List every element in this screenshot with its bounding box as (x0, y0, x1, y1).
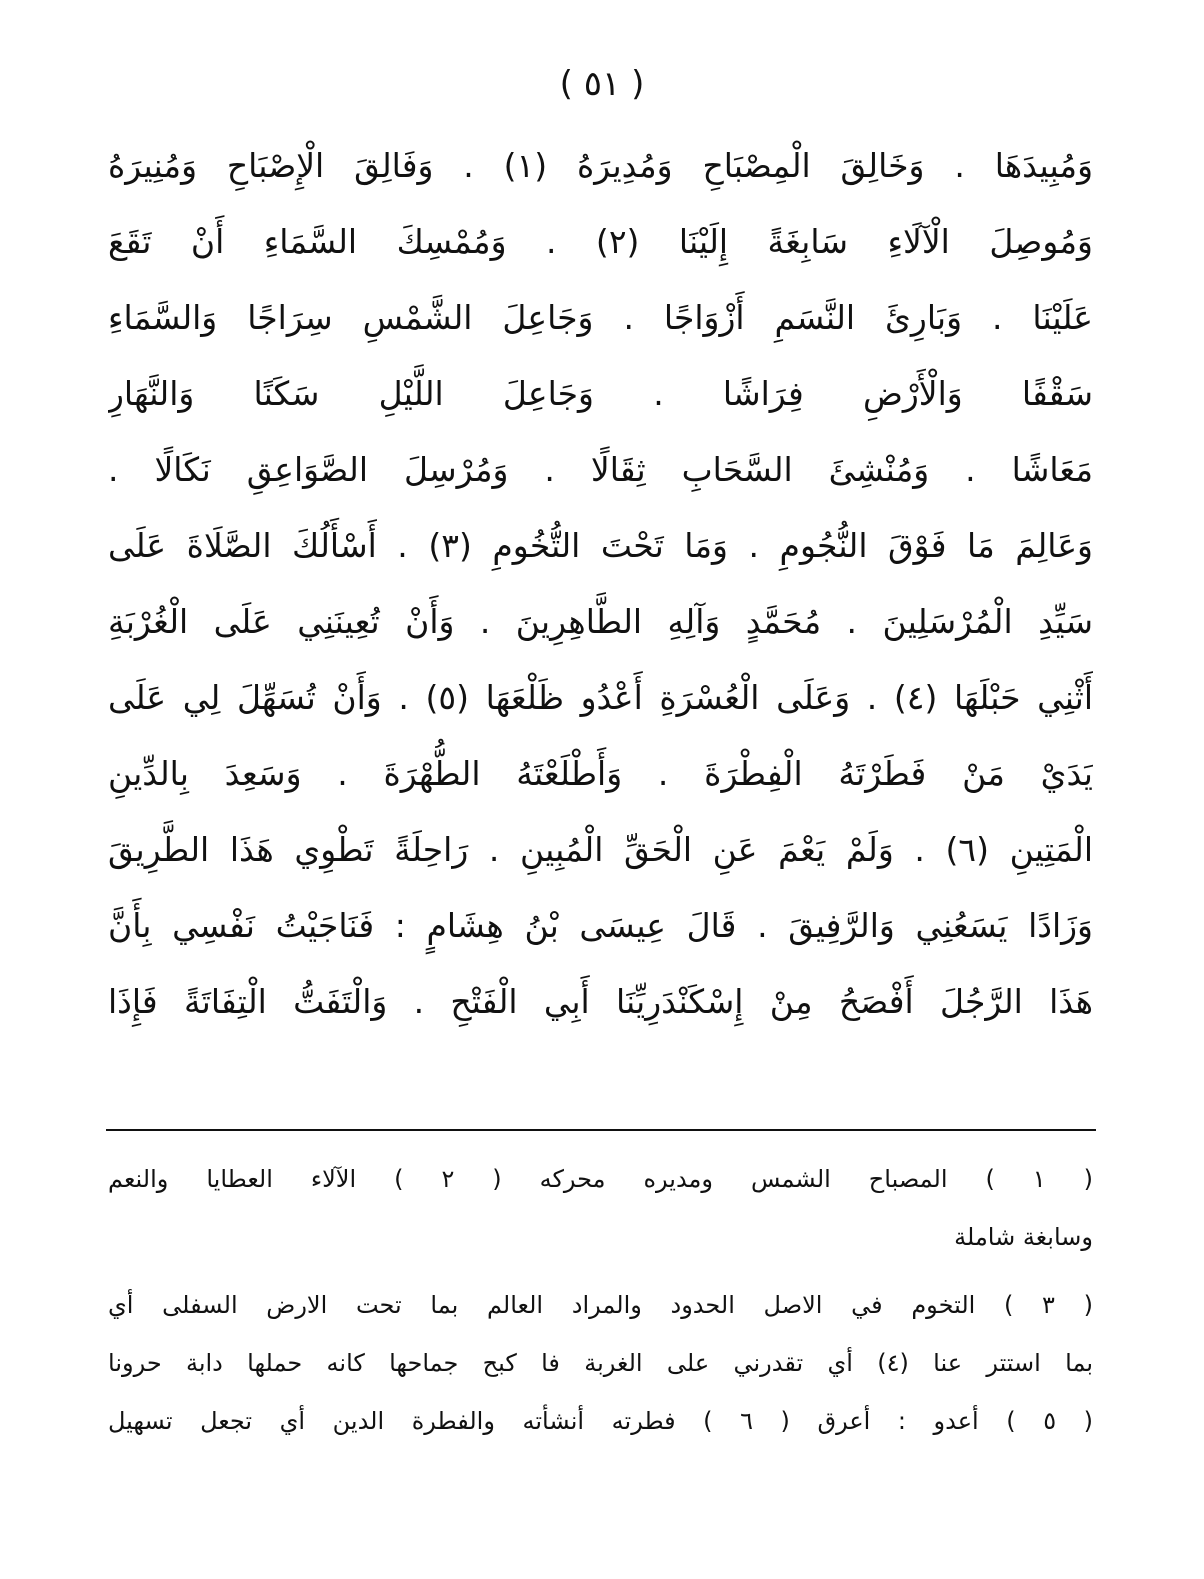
text-line: هَذَا الرَّجُلَ أَفْصَحُ مِنْ إِسْكَنْدَرِيِّنَا أَبِي الْفَتْحِ . وَالْتَفَتُّ الْتِفَاتَةً فَإِذَا (108, 982, 1093, 1021)
page-number: ( ٥١ ) (559, 64, 645, 104)
footnote-line: ( ٣ ) التخوم في الاصل الحدود والمراد العالم بما تحت الارض السفلى أي (108, 1291, 1093, 1319)
footnotes (108, 1150, 1093, 1450)
footnote-line: بما استتر عنا (٤) أي تقدرني على الغربة فا كبح جماحها كانه حملها دابة حرونا (108, 1349, 1093, 1377)
text-line: وَمُوصِلَ الْآلَاءِ سَابِغَةً إِلَيْنَا (٢) . وَمُمْسِكَ السَّمَاءِ أَنْ تَقَعَ (108, 222, 1093, 261)
text-line: الْمَتِينِ (٦) . وَلَمْ يَعْمَ عَنِ الْحَقِّ الْمُبِينِ . رَاحِلَةً تَطْوِي هَذَا الطَّرِيقَ (108, 830, 1093, 869)
text-line: وَمُبِيدَهَا . وَخَالِقَ الْمِصْبَاحِ وَمُدِيرَهُ (١) . وَفَالِقَ الْإِصْبَاحِ وَمُنِيرَهُ (108, 146, 1093, 185)
text-line: أَثْنِي حَبْلَهَا (٤) . وَعَلَى الْعُسْرَةِ أَعْدُو ظَلْعَهَا (٥) . وَأَنْ تُسَهِّلَ لِي عَلَى (108, 678, 1093, 717)
footnote-line: ( ١ ) المصباح الشمس ومديره محركه ( ٢ ) الآلاء العطايا والنعم (108, 1165, 1093, 1193)
footnote-divider (106, 1129, 1096, 1131)
text-line: مَعَاشًا . وَمُنْشِئَ السَّحَابِ ثِقَالًا . وَمُرْسِلَ الصَّوَاعِقِ نَكَالًا . (108, 450, 1093, 489)
text-line: وَعَالِمَ مَا فَوْقَ النُّجُومِ . وَمَا تَحْتَ التُّخُومِ (٣) . أَسْأَلُكَ الصَّلَاةَ عَلَى (108, 526, 1093, 565)
text-line: سَقْفًا وَالْأَرْضِ فِرَاشًا . وَجَاعِلَ اللَّيْلِ سَكَنًا وَالنَّهَارِ (108, 374, 1093, 413)
footnote-line: ( ٥ ) أعدو : أعرق ( ٦ ) فطرته أنشأته والفطرة الدين أي تجعل تسهيل (108, 1407, 1093, 1435)
main-text (108, 128, 1093, 1040)
footnote-line: وسابغة شاملة (954, 1223, 1093, 1251)
text-line: وَزَادًا يَسَعُنِي وَالرَّفِيقَ . قَالَ عِيسَى بْنُ هِشَامٍ : فَنَاجَيْتُ نَفْسِي بِأَنَّ (108, 906, 1093, 945)
text-line: سَيِّدِ الْمُرْسَلِينَ . مُحَمَّدٍ وَآلِهِ الطَّاهِرِينَ . وَأَنْ تُعِينَنِي عَلَى الْغُرْبَةِ (108, 602, 1093, 641)
text-line: عَلَيْنَا . وَبَارِئَ النَّسَمِ أَزْوَاجًا . وَجَاعِلَ الشَّمْسِ سِرَاجًا وَالسَّمَاءِ (108, 298, 1093, 337)
text-line: يَدَيْ مَنْ فَطَرْتَهُ الْفِطْرَةَ . وَأَطْلَعْتَهُ الطُّهْرَةَ . وَسَعِدَ بِالدِّينِ (108, 754, 1093, 793)
